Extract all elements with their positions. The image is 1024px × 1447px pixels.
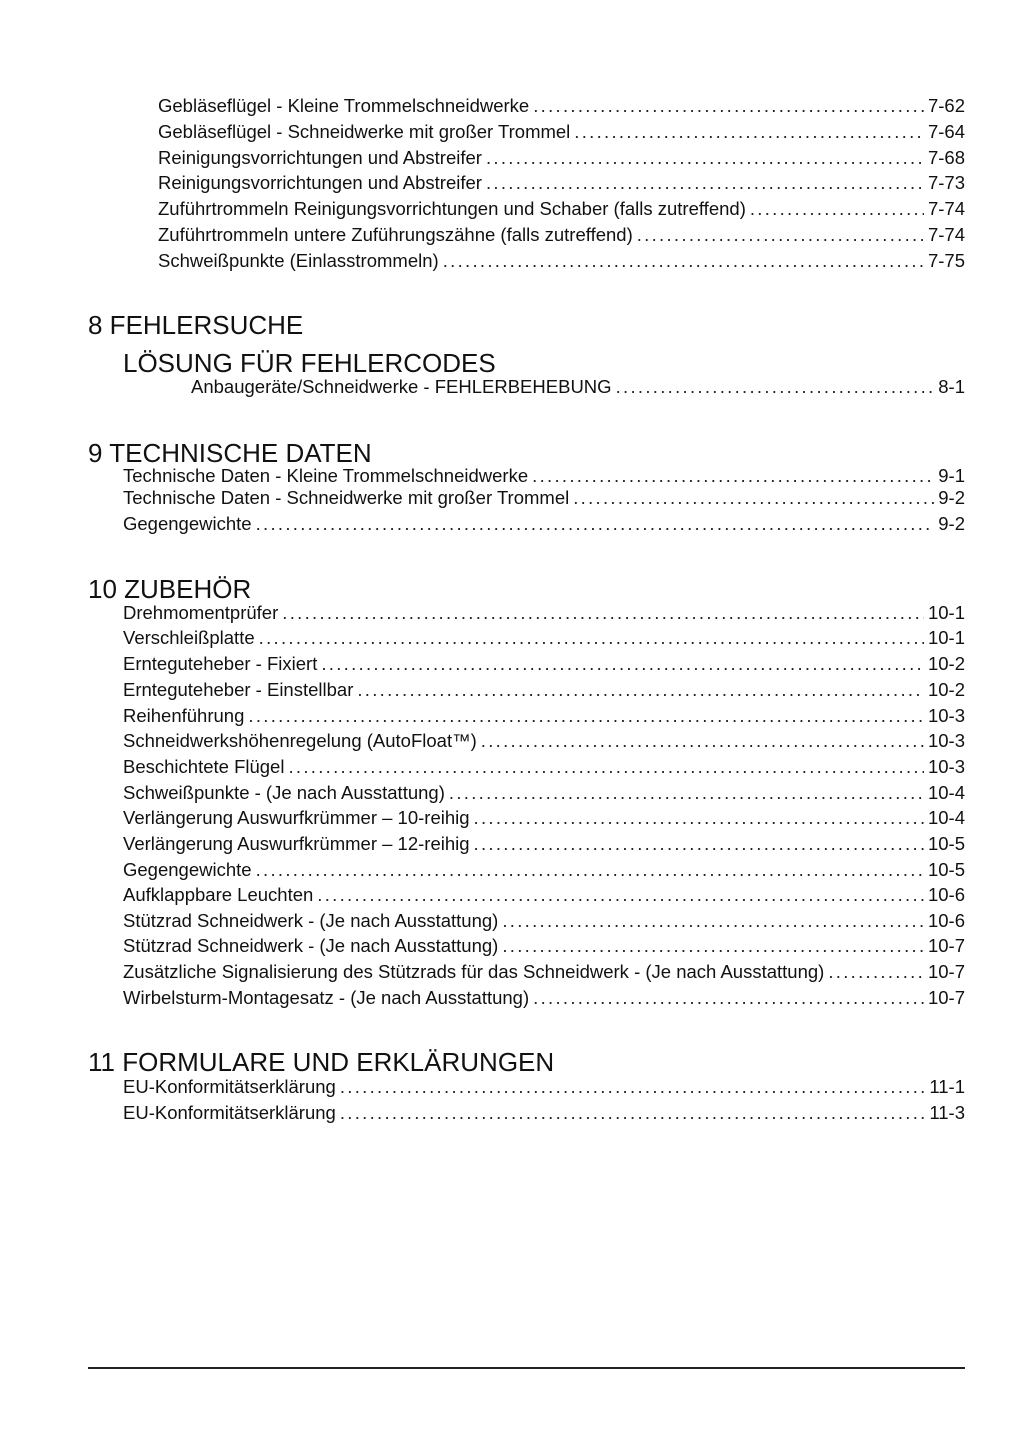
toc-entry-title: Drehmomentprüfer [123, 602, 279, 623]
toc-entry-title: Technische Daten - Schneidwerke mit großer Trommel [123, 487, 570, 508]
dot-leader [256, 513, 935, 535]
dot-leader [533, 95, 924, 117]
toc-entry[interactable] [123, 961, 965, 983]
dot-leader [340, 1076, 926, 1098]
toc-entry-page: 11-1 [929, 1076, 965, 1097]
toc-entry-page: 7-68 [927, 147, 965, 168]
dot-leader [486, 147, 924, 169]
toc-entry-page: 10-1 [927, 627, 965, 648]
toc-entry[interactable] [123, 705, 965, 727]
toc-entry-page: 11-3 [929, 1102, 965, 1123]
toc-entry-title: Gegengewichte [123, 513, 252, 534]
toc-entry-title: Zuführtrommeln Reinigungsvorrichtungen und Schaber (falls zutreffend) [158, 198, 746, 219]
toc-entry[interactable] [123, 884, 965, 906]
dot-leader [481, 730, 924, 752]
toc-entry-title: Zusätzliche Signalisierung des Stützrads für das Schneidwerk - (Je nach Ausstattung) [123, 961, 825, 982]
toc-entry[interactable] [158, 224, 965, 246]
dot-leader [449, 782, 924, 804]
dot-leader [637, 224, 924, 246]
dot-leader [486, 172, 924, 194]
toc-entry[interactable] [158, 250, 965, 272]
toc-entry-page: 10-4 [927, 782, 965, 803]
toc-entry[interactable] [123, 465, 965, 487]
toc-entry[interactable] [123, 935, 965, 957]
dot-leader [532, 465, 934, 487]
dot-leader [573, 487, 934, 509]
dot-leader [340, 1102, 926, 1124]
toc-entry[interactable] [123, 730, 965, 752]
toc-entry-title: Verlängerung Auswurfkrümmer – 10-reihig [123, 807, 470, 828]
chapter-heading[interactable]: 10 ZUBEHÖR [88, 574, 252, 604]
dot-leader [256, 859, 924, 881]
toc-entry-page: 10-3 [927, 756, 965, 777]
toc-entry[interactable] [123, 1102, 965, 1124]
toc-entry[interactable] [123, 987, 965, 1009]
toc-entry-page: 10-7 [927, 935, 965, 956]
toc-entry-page: 10-3 [927, 730, 965, 751]
toc-entry[interactable] [158, 121, 965, 143]
toc-entry-title: Aufklappbare Leuchten [123, 884, 314, 905]
toc-entry-title: Reinigungsvorrichtungen und Abstreifer [158, 147, 482, 168]
toc-entry-title: Ernteguteheber - Fixiert [123, 653, 318, 674]
toc-entry-page: 9-2 [938, 513, 965, 534]
toc-entry-title: Ernteguteheber - Einstellbar [123, 679, 354, 700]
dot-leader [248, 705, 924, 727]
toc-entry-title: Reinigungsvorrichtungen und Abstreifer [158, 172, 482, 193]
dot-leader [443, 250, 924, 272]
toc-entry-title: Gegengewichte [123, 859, 252, 880]
section-heading[interactable]: LÖSUNG FÜR FEHLERCODES [123, 348, 496, 378]
toc-entry[interactable] [123, 782, 965, 804]
dot-leader [502, 935, 924, 957]
toc-entry-title: Verlängerung Auswurfkrümmer – 12-reihig [123, 833, 470, 854]
toc-entry-page: 10-2 [927, 653, 965, 674]
toc-entry[interactable] [123, 602, 965, 624]
toc-entry-page: 10-3 [927, 705, 965, 726]
toc-entry-page: 7-73 [927, 172, 965, 193]
toc-entry-title: Technische Daten - Kleine Trommelschneidwerke [123, 465, 529, 486]
toc-entry[interactable] [123, 513, 965, 535]
toc-entry-title: Schweißpunkte - (Je nach Ausstattung) [123, 782, 445, 803]
toc-entry[interactable] [123, 627, 965, 649]
toc-entry-page: 10-6 [927, 910, 965, 931]
toc-entry-title: Anbaugeräte/Schneidwerke - FEHLERBEHEBUNG [191, 376, 612, 397]
toc-entry-page: 10-2 [927, 679, 965, 700]
dot-leader [474, 807, 924, 829]
toc-entry-page: 9-2 [938, 487, 965, 508]
toc-entry-title: Verschleißplatte [123, 627, 255, 648]
dot-leader [259, 627, 924, 649]
dot-leader [288, 756, 924, 778]
toc-entry-page: 10-6 [927, 884, 965, 905]
toc-entry[interactable] [123, 807, 965, 829]
dot-leader [282, 602, 924, 624]
toc-entry-page: 10-5 [927, 859, 965, 880]
toc-entry-page: 7-75 [927, 250, 965, 271]
toc-entry-page: 9-1 [938, 465, 965, 486]
chapter-heading[interactable]: 8 FEHLERSUCHE [88, 310, 304, 340]
dot-leader [574, 121, 924, 143]
dot-leader [533, 987, 924, 1009]
toc-entry-page: 10-4 [927, 807, 965, 828]
toc-entry[interactable] [123, 833, 965, 855]
toc-entry-page: 10-7 [927, 987, 965, 1008]
toc-entry-page: 10-7 [927, 961, 965, 982]
toc-entry[interactable] [123, 756, 965, 778]
toc-entry-title: Stützrad Schneidwerk - (Je nach Ausstattung) [123, 910, 499, 931]
toc-entry-page: 7-74 [927, 198, 965, 219]
chapter-heading[interactable]: 9 TECHNISCHE DATEN [88, 438, 372, 468]
toc-entry[interactable] [123, 859, 965, 881]
toc-entry-page: 7-64 [927, 121, 965, 142]
toc-entry[interactable] [123, 1076, 965, 1098]
footer-rule [88, 1367, 965, 1369]
dot-leader [317, 884, 924, 906]
toc-entry[interactable] [158, 95, 965, 117]
dot-leader [616, 376, 935, 398]
toc-entry[interactable] [158, 172, 965, 194]
toc-entry-page: 7-74 [927, 224, 965, 245]
toc-entry-title: Beschichtete Flügel [123, 756, 285, 777]
toc-entry-title: Gebläseflügel - Schneidwerke mit großer Trommel [158, 121, 571, 142]
dot-leader [357, 679, 924, 701]
toc-entry[interactable] [191, 376, 965, 398]
toc-entry-title: Wirbelsturm-Montagesatz - (Je nach Ausstattung) [123, 987, 530, 1008]
dot-leader [828, 961, 924, 983]
toc-entry-page: 10-1 [927, 602, 965, 623]
chapter-heading[interactable]: 11 FORMULARE UND ERKLÄRUNGEN [88, 1047, 555, 1077]
dot-leader [750, 198, 924, 220]
toc-entry[interactable] [123, 910, 965, 932]
toc-entry-page: 8-1 [938, 376, 965, 397]
toc-entry[interactable] [123, 653, 965, 675]
dot-leader [321, 653, 924, 675]
toc-entry-title: Zuführtrommeln untere Zuführungszähne (falls zutreffend) [158, 224, 633, 245]
toc-entry-title: Stützrad Schneidwerk - (Je nach Ausstattung) [123, 935, 499, 956]
toc-entry-page: 10-5 [927, 833, 965, 854]
toc-entry[interactable] [123, 487, 965, 509]
toc-entry-title: EU-Konformitätserklärung [123, 1076, 336, 1097]
toc-entry[interactable] [123, 679, 965, 701]
toc-entry[interactable] [158, 147, 965, 169]
toc-entry-title: Schweißpunkte (Einlasstrommeln) [158, 250, 439, 271]
toc-entry-title: Gebläseflügel - Kleine Trommelschneidwerke [158, 95, 530, 116]
dot-leader [474, 833, 924, 855]
toc-entry-page: 7-62 [927, 95, 965, 116]
dot-leader [502, 910, 924, 932]
toc-entry-title: Reihenführung [123, 705, 245, 726]
toc-entry-title: Schneidwerkshöhenregelung (AutoFloat™) [123, 730, 477, 751]
toc-entry[interactable] [158, 198, 965, 220]
toc-entry-title: EU-Konformitätserklärung [123, 1102, 336, 1123]
